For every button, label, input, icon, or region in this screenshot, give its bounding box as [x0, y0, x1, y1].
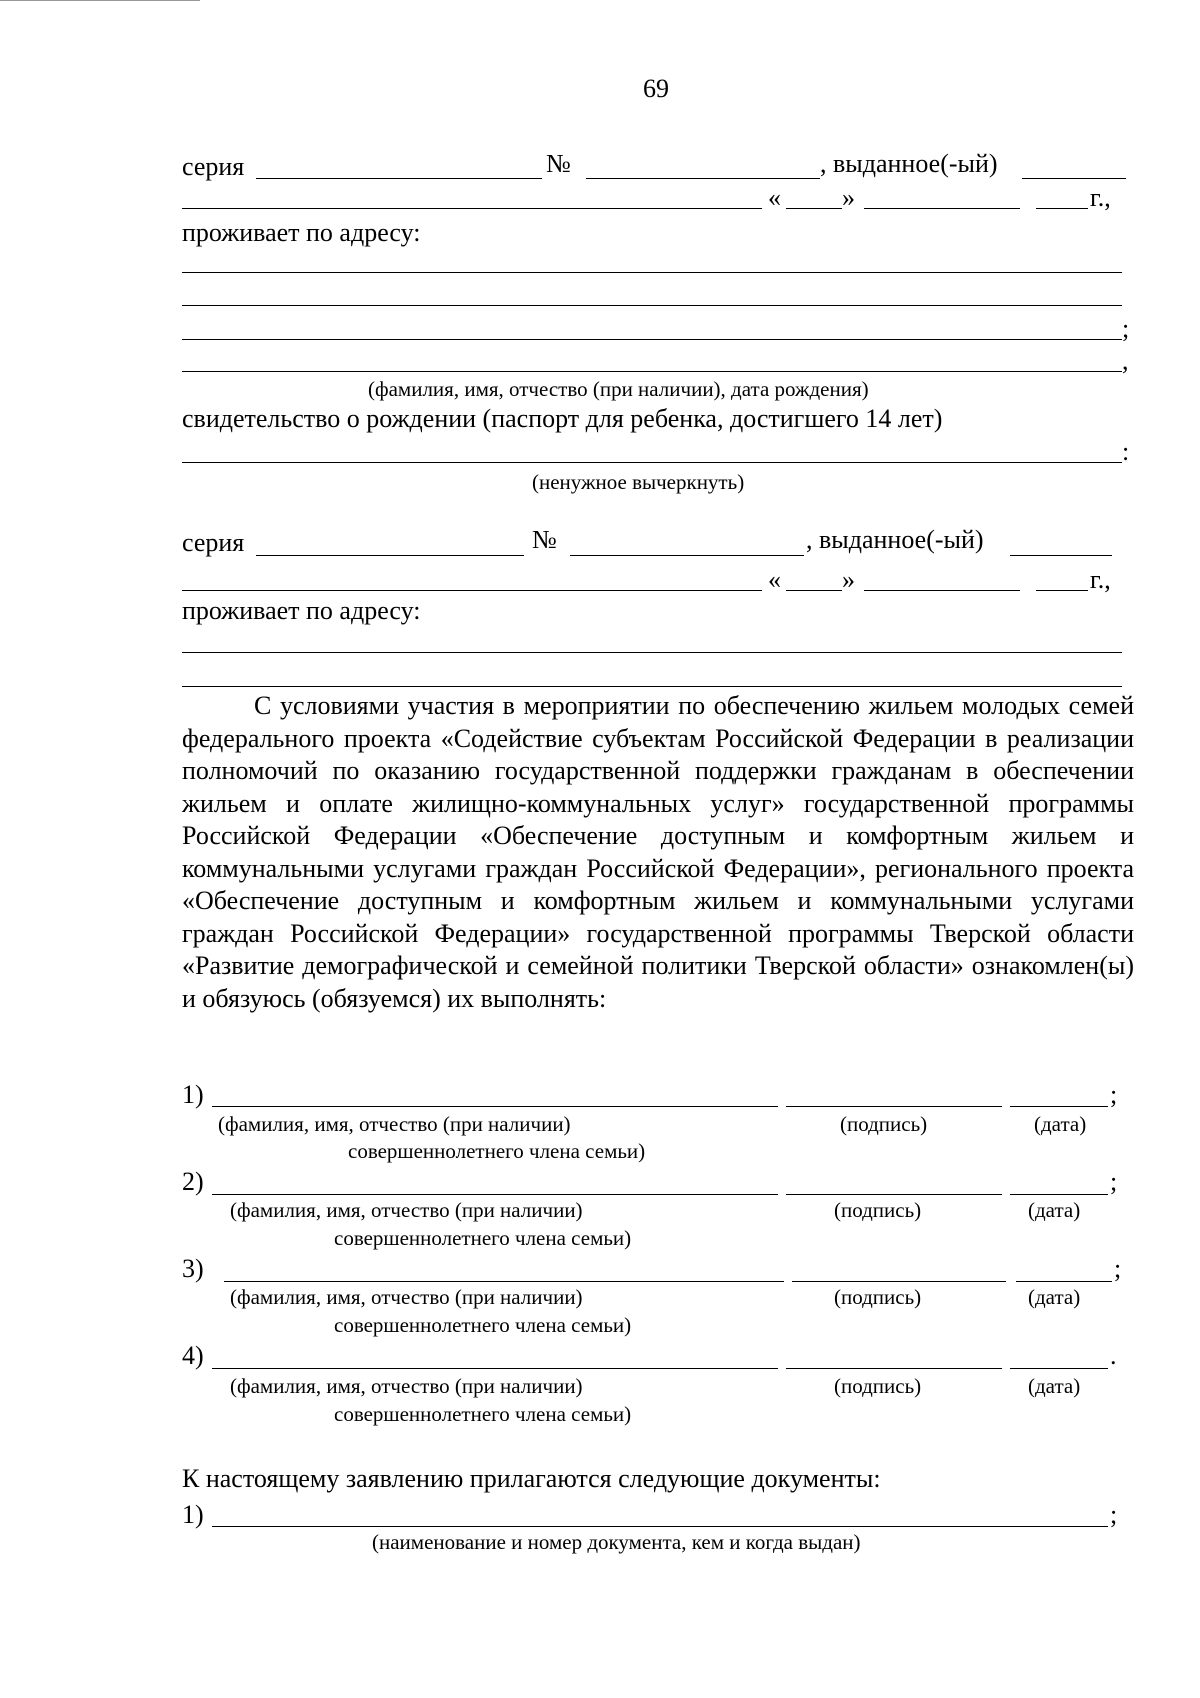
address-line-1[interactable]	[182, 272, 1122, 273]
signature-4-number: 4)	[182, 1341, 204, 1370]
signature-3-name-field[interactable]	[224, 1281, 784, 1282]
signature-3-date-field[interactable]	[1016, 1281, 1112, 1282]
year-suffix-2: г.,	[1090, 565, 1111, 594]
number-sign-2: №	[532, 525, 557, 554]
year-field[interactable]	[1036, 208, 1088, 209]
signature-2-name-field[interactable]	[212, 1194, 778, 1195]
issued-by-field[interactable]	[182, 208, 762, 209]
person-comma: ,	[1122, 346, 1129, 375]
month-field-2[interactable]	[864, 590, 1020, 591]
signature-3-sign-caption: (подпись)	[834, 1285, 922, 1309]
signature-1-name-caption: (фамилия, имя, отчество (при наличии)	[218, 1112, 571, 1136]
attachment-caption: (наименование и номер документа, кем и когда выдан)	[372, 1530, 861, 1554]
signature-3-number: 3)	[182, 1254, 204, 1283]
signature-2-name-caption-2: совершеннолетнего члена семьи)	[334, 1226, 632, 1250]
number-sign: №	[546, 149, 571, 178]
signature-4-sign-field[interactable]	[786, 1368, 1002, 1369]
seria-label: серия	[182, 152, 245, 181]
signature-1-end: ;	[1110, 1080, 1118, 1109]
signature-1-name-field[interactable]	[212, 1106, 778, 1107]
address-line-2-1[interactable]	[182, 652, 1122, 653]
quote-open: «	[768, 183, 781, 212]
signature-1-date-caption: (дата)	[1034, 1112, 1087, 1136]
signature-2-number: 2)	[182, 1167, 204, 1196]
birth-cert-field[interactable]	[182, 462, 1122, 463]
signature-4-name-field[interactable]	[212, 1368, 778, 1369]
issued-label: , выданное(-ый)	[820, 149, 998, 178]
signature-1-sign-caption: (подпись)	[840, 1112, 928, 1136]
conditions-paragraph	[182, 690, 1134, 1015]
person-caption: (фамилия, имя, отчество (при наличии), дата рождения)	[368, 377, 869, 401]
year-suffix: г.,	[1090, 183, 1111, 212]
signature-4-date-field[interactable]	[1010, 1368, 1108, 1369]
address-label-2: проживает по адресу:	[182, 596, 421, 625]
signature-1-name-caption-2: совершеннолетнего члена семьи)	[348, 1139, 646, 1163]
year-field-2[interactable]	[1036, 590, 1088, 591]
address-line-3[interactable]	[182, 339, 1122, 340]
person-field[interactable]	[182, 371, 1122, 372]
issued-label-2: , выданное(-ый)	[806, 525, 984, 554]
signature-3-date-caption: (дата)	[1028, 1285, 1081, 1309]
signature-4-date-caption: (дата)	[1028, 1374, 1081, 1398]
quote-open-2: «	[768, 565, 781, 594]
birth-cert-colon: :	[1122, 437, 1130, 466]
attachment-1-end: ;	[1110, 1500, 1118, 1529]
seria-field-2[interactable]	[256, 555, 524, 556]
signature-2-sign-caption: (подпись)	[834, 1198, 922, 1222]
signature-4-sign-caption: (подпись)	[834, 1374, 922, 1398]
signature-1-sign-field[interactable]	[786, 1106, 1002, 1107]
strike-caption: (ненужное вычеркнуть)	[532, 470, 745, 494]
signature-2-name-caption: (фамилия, имя, отчество (при наличии)	[230, 1198, 583, 1222]
signature-4-name-caption-2: совершеннолетнего члена семьи)	[334, 1402, 632, 1426]
quote-close-2: »	[842, 565, 855, 594]
page-number: 69	[643, 74, 669, 103]
number-field-2[interactable]	[570, 555, 804, 556]
number-field[interactable]	[586, 178, 820, 179]
signature-2-end: ;	[1110, 1167, 1118, 1196]
attachments-heading: К настоящему заявлению прилагаются следующие документы:	[182, 1464, 881, 1493]
month-field[interactable]	[864, 208, 1020, 209]
signature-3-end: ;	[1114, 1254, 1122, 1283]
signature-2-sign-field[interactable]	[786, 1194, 1002, 1195]
signature-3-name-caption: (фамилия, имя, отчество (при наличии)	[230, 1285, 583, 1309]
address-line-2[interactable]	[182, 305, 1122, 306]
day-field-2[interactable]	[786, 590, 842, 591]
signature-1-number: 1)	[182, 1080, 204, 1109]
signature-2-date-field[interactable]	[1010, 1194, 1108, 1195]
signature-1-date-field[interactable]	[1010, 1106, 1108, 1107]
birth-cert-label: свидетельство о рождении (паспорт для ребенка, достигшего 14 лет)	[182, 404, 943, 433]
scan-edge	[0, 0, 200, 1]
signature-2-date-caption: (дата)	[1028, 1198, 1081, 1222]
address-line-2-2[interactable]	[182, 686, 1122, 687]
issued-field-2[interactable]	[1010, 555, 1112, 556]
signature-4-name-caption: (фамилия, имя, отчество (при наличии)	[230, 1374, 583, 1398]
day-field[interactable]	[786, 208, 842, 209]
conditions-text: С условиями участия в мероприятии по обеспечению жильем молодых семей федерального проекта «Содействие субъектам Российской Федерации в реализации полномочий по оказанию государственной поддержки гражданам в обеспечении жильем и оплате жилищно-коммунальных услуг» государственной программы Российской Федерации «Обеспечение доступным и комфортным жильем и коммунальными услугами граждан Российской Федерации», регионального проекта «Обеспечение доступным и комфортным жильем и коммунальными услугами граждан Российской Федерации» государственной программы Тверской области «Развитие демографической и семейной политики Тверской области» ознакомлен(ы) и обязуюсь (обязуемся) их выполнять:	[182, 691, 1134, 1013]
issued-by-field-2[interactable]	[182, 590, 762, 591]
attachment-1-field[interactable]	[212, 1526, 1108, 1527]
issued-field[interactable]	[1022, 178, 1126, 179]
signature-3-name-caption-2: совершеннолетнего члена семьи)	[334, 1313, 632, 1337]
seria-label-2: серия	[182, 528, 245, 557]
seria-field[interactable]	[256, 178, 542, 179]
signature-3-sign-field[interactable]	[792, 1281, 1006, 1282]
attachment-1-number: 1)	[182, 1500, 204, 1529]
address-semicolon: ;	[1122, 314, 1130, 343]
quote-close: »	[842, 183, 855, 212]
signature-4-end: .	[1110, 1341, 1117, 1370]
address-label: проживает по адресу:	[182, 218, 421, 247]
